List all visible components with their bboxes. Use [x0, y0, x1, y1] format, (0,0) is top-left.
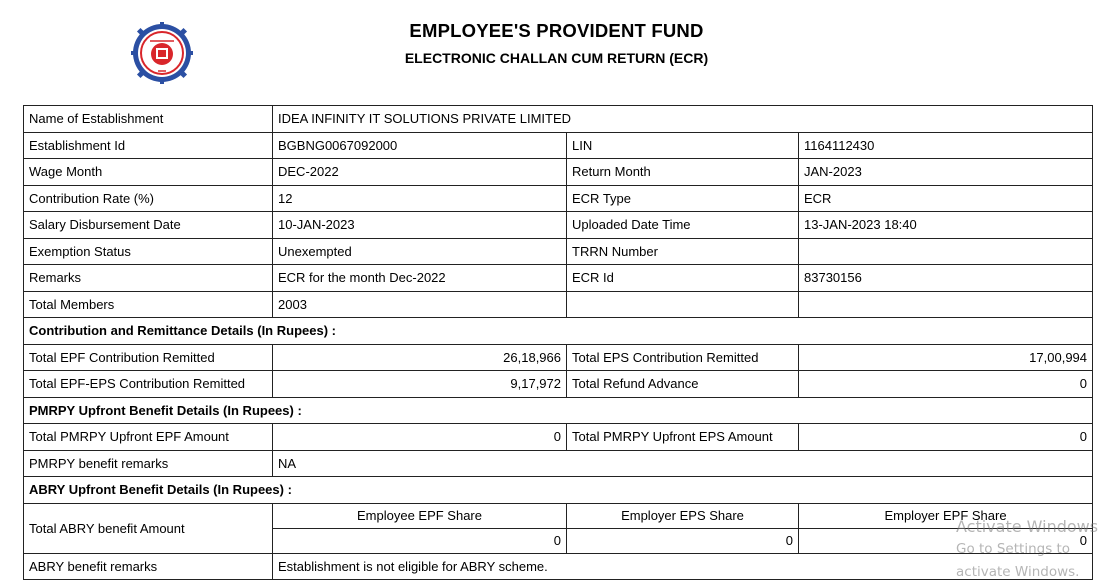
return-month-label: Return Month	[567, 159, 799, 186]
abry-remarks-value: Establishment is not eligible for ABRY scheme.	[273, 553, 1093, 580]
ecr-type-label: ECR Type	[567, 185, 799, 212]
establishment-name-value: IDEA INFINITY IT SOLUTIONS PRIVATE LIMITED	[273, 106, 1093, 133]
ecr-type-value: ECR	[799, 185, 1093, 212]
pmrpy-section-title: PMRPY Upfront Benefit Details (In Rupees) :	[24, 397, 1093, 424]
ecr-table	[23, 105, 1093, 580]
trrn-label: TRRN Number	[567, 238, 799, 265]
trrn-value	[799, 238, 1093, 265]
epf-eps-contribution-value: 9,17,972	[273, 371, 567, 398]
wage-month-value: DEC-2022	[273, 159, 567, 186]
pmrpy-epf-label: Total PMRPY Upfront EPF Amount	[24, 424, 273, 451]
return-month-value: JAN-2023	[799, 159, 1093, 186]
establishment-id-value: BGBNG0067092000	[273, 132, 567, 159]
abry-employer-eps-value: 0	[567, 528, 799, 553]
abry-employer-epf-header: Employer EPF Share	[799, 503, 1093, 528]
empty-cell	[567, 291, 799, 318]
salary-date-label: Salary Disbursement Date	[24, 212, 273, 239]
table-row	[24, 503, 1093, 528]
pmrpy-eps-value: 0	[799, 424, 1093, 451]
page-title: EMPLOYEE'S PROVIDENT FUND	[409, 20, 704, 41]
salary-date-value: 10-JAN-2023	[273, 212, 567, 239]
uploaded-date-value: 13-JAN-2023 18:40	[799, 212, 1093, 239]
total-members-label: Total Members	[24, 291, 273, 318]
eps-contribution-value: 17,00,994	[799, 344, 1093, 371]
ecr-id-label: ECR Id	[567, 265, 799, 292]
watermark-line1: Activate Windows	[956, 517, 1099, 536]
total-members-value: 2003	[273, 291, 567, 318]
contribution-section-title: Contribution and Remittance Details (In Rupees) :	[24, 318, 1093, 345]
abry-employer-epf-value: 0	[799, 528, 1093, 553]
table-row	[24, 477, 1093, 504]
contribution-rate-value: 12	[273, 185, 567, 212]
pmrpy-remarks-value: NA	[273, 450, 1093, 477]
abry-amount-label: Total ABRY benefit Amount	[24, 503, 273, 553]
table-row	[24, 344, 1093, 371]
remarks-value: ECR for the month Dec-2022	[273, 265, 567, 292]
table-row	[24, 318, 1093, 345]
establishment-id-label: Establishment Id	[24, 132, 273, 159]
table-row	[24, 265, 1093, 292]
abry-employer-eps-header: Employer EPS Share	[567, 503, 799, 528]
wage-month-label: Wage Month	[24, 159, 273, 186]
table-row	[24, 106, 1093, 133]
lin-label: LIN	[567, 132, 799, 159]
epf-contribution-label: Total EPF Contribution Remitted	[24, 344, 273, 371]
establishment-name-label: Name of Establishment	[24, 106, 273, 133]
table-row	[24, 212, 1093, 239]
exemption-status-value: Unexempted	[273, 238, 567, 265]
table-row	[24, 371, 1093, 398]
eps-contribution-label: Total EPS Contribution Remitted	[567, 344, 799, 371]
pmrpy-epf-value: 0	[273, 424, 567, 451]
table-row	[24, 450, 1093, 477]
table-row	[24, 291, 1093, 318]
epf-eps-contribution-label: Total EPF-EPS Contribution Remitted	[24, 371, 273, 398]
ecr-id-value: 83730156	[799, 265, 1093, 292]
table-row	[24, 185, 1093, 212]
table-row	[24, 397, 1093, 424]
lin-value: 1164112430	[799, 132, 1093, 159]
table-row	[24, 553, 1093, 580]
abry-remarks-label: ABRY benefit remarks	[24, 553, 273, 580]
uploaded-date-label: Uploaded Date Time	[567, 212, 799, 239]
empty-cell	[799, 291, 1093, 318]
exemption-status-label: Exemption Status	[24, 238, 273, 265]
contribution-rate-label: Contribution Rate (%)	[24, 185, 273, 212]
epf-contribution-value: 26,18,966	[273, 344, 567, 371]
pmrpy-eps-label: Total PMRPY Upfront EPS Amount	[567, 424, 799, 451]
abry-employee-epf-value: 0	[273, 528, 567, 553]
watermark-line2: Go to Settings to activate Windows.	[956, 541, 1080, 580]
page-subtitle: ELECTRONIC CHALLAN CUM RETURN (ECR)	[404, 50, 709, 66]
abry-section-title: ABRY Upfront Benefit Details (In Rupees) :	[24, 477, 1093, 504]
refund-advance-value: 0	[799, 371, 1093, 398]
table-row	[24, 238, 1093, 265]
refund-advance-label: Total Refund Advance	[567, 371, 799, 398]
abry-employee-epf-header: Employee EPF Share	[273, 503, 567, 528]
pmrpy-remarks-label: PMRPY benefit remarks	[24, 450, 273, 477]
table-row	[24, 424, 1093, 451]
table-row	[24, 132, 1093, 159]
remarks-label: Remarks	[24, 265, 273, 292]
table-row	[24, 159, 1093, 186]
